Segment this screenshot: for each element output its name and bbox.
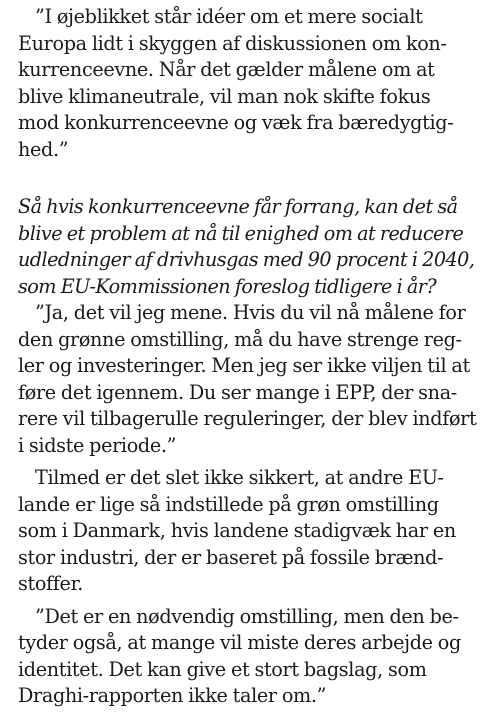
text-line: føre det igennem. Du ser mange i EPP, der sna- [18,380,457,404]
text-line: stoffer. [18,572,84,595]
paragraph-body [18,465,488,598]
text-line: hed.” [18,137,69,161]
paragraph-quote-3 [18,604,488,710]
text-line: ”Det er en nødvendig omstilling, men den be- [35,604,459,628]
text-line: i sidste periode.” [18,433,177,457]
text-line: lande er lige så indstillede på grøn omstilling [18,492,439,516]
text-line: identitet. Det kan give et stort bagslag, som [18,657,427,681]
text-line: udledninger af drivhusgas med 90 procent i 2040, [18,248,475,271]
text-line: som i Danmark, hvis landene stadigvæk har en [18,519,456,542]
text-line: ler og investeringer. Men jeg ser ikke viljen til at [18,354,470,377]
text-line: ”I øjeblikket står idéer om et mere socialt [35,5,423,28]
text-line: Så hvis konkurrenceevne får forrang, kan det så [18,195,458,218]
text-line: tyder også, at mange vil miste deres arbejde og [18,631,461,654]
text-line: ”Ja, det vil jeg mene. Hvis du vil nå målene for [35,301,466,324]
paragraph-question [18,194,488,300]
text-line: stor industri, der er baseret på fossile brænd- [18,545,444,569]
text-line: Draghi-rapporten ikke taler om.” [18,684,327,707]
paragraph-quote-1 [18,4,488,163]
text-line: Europa lidt i skyggen af diskussionen om kon- [18,31,447,55]
text-line: blive klimaneutrale, vil man nok skifte fokus [18,84,431,108]
text-line: Tilmed er det slet ikke sikkert, at andre EU- [35,466,444,489]
text-line: blive et problem at nå til enighed om at reducere [18,221,464,245]
text-line: den grønne omstilling, må du have strenge reg- [18,327,462,351]
text-line: som EU-Kommissionen foreslog tidligere i år? [18,274,437,298]
paragraph-gap [18,163,488,194]
article-body [18,4,488,710]
text-line: mod konkurrenceevne og væk fra bæredygtig- [18,111,454,134]
text-line: rere vil tilbagerulle reguleringer, der blev indført [18,407,477,430]
text-line: kurrenceevne. Når det gælder målene om at [18,58,435,81]
paragraph-quote-2 [18,300,488,459]
